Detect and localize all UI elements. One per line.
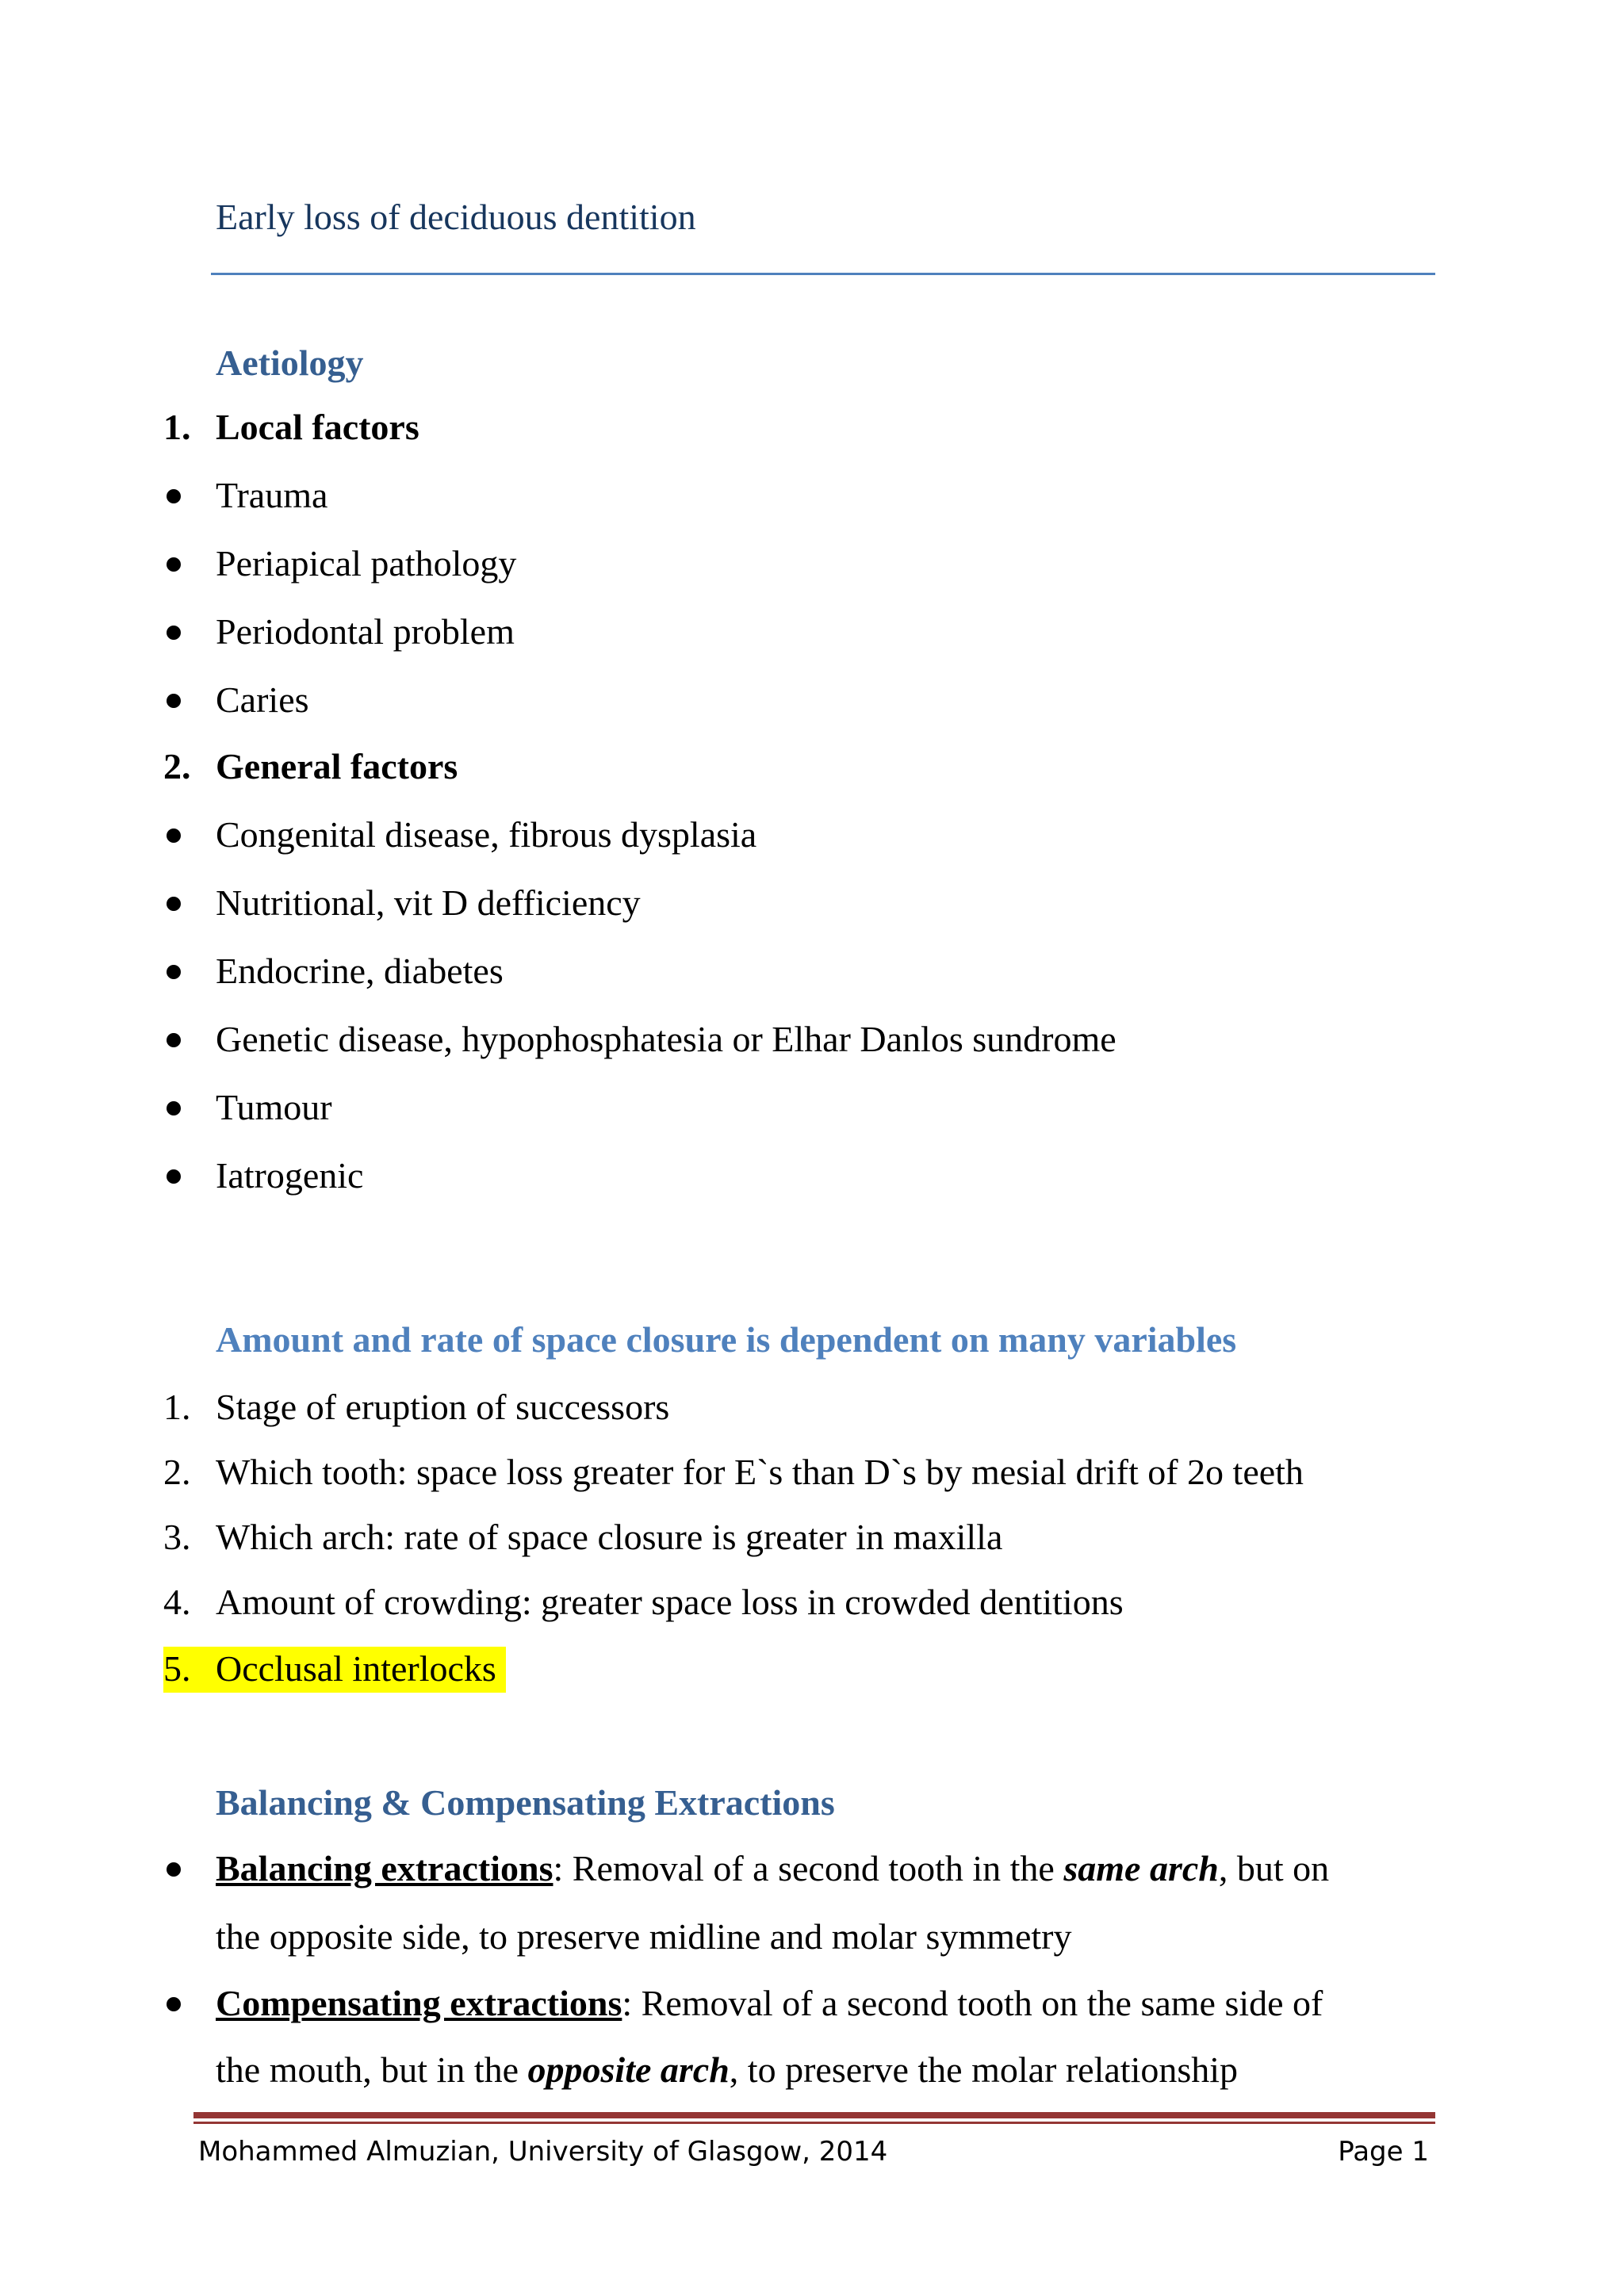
list-item-text: Congenital disease, fibrous dysplasia bbox=[216, 814, 757, 855]
bullet-icon bbox=[167, 1101, 181, 1115]
list-item-text: Iatrogenic bbox=[216, 1155, 364, 1196]
list-item-text: Tumour bbox=[216, 1087, 332, 1127]
definition-part: Removal of a second tooth on the same side of bbox=[641, 1983, 1323, 2023]
list-number: 1. bbox=[163, 407, 191, 447]
page-title: Early loss of deciduous dentition bbox=[216, 197, 696, 237]
space-closure-heading: Amount and rate of space closure is dependent on many variables bbox=[216, 1319, 1237, 1360]
local-factors-label: Local factors bbox=[216, 407, 419, 447]
list-item-text: Genetic disease, hypophosphatesia or Elhar Danlos sundrome bbox=[216, 1019, 1116, 1059]
definition-part: Removal of a second tooth in the bbox=[572, 1848, 1064, 1888]
bullet-icon bbox=[167, 1997, 181, 2011]
emphasis-same-arch: same arch bbox=[1063, 1848, 1219, 1888]
list-item-text bbox=[216, 1979, 1323, 2028]
list-item-text: Which arch: rate of space closure is greater in maxilla bbox=[216, 1517, 1003, 1557]
list-item-text bbox=[216, 2045, 1238, 2095]
list-number: 2. bbox=[163, 1452, 191, 1492]
general-factors-label: General factors bbox=[216, 746, 458, 786]
bullet-icon bbox=[167, 965, 181, 979]
list-item-text bbox=[216, 1844, 1329, 1893]
separator: : bbox=[622, 1983, 642, 2023]
bullet-icon bbox=[167, 828, 181, 843]
bullet-icon bbox=[167, 626, 181, 640]
definition-part: , but on bbox=[1218, 1848, 1330, 1888]
separator: : bbox=[553, 1848, 573, 1888]
footer-divider-thin bbox=[193, 2122, 1435, 2124]
list-item-text: Which tooth: space loss greater for E`s than D`s by mesial drift of 2o teeth bbox=[216, 1452, 1304, 1492]
list-item-text: the opposite side, to preserve midline and molar symmetry bbox=[216, 1916, 1072, 1957]
list-number: 3. bbox=[163, 1517, 191, 1557]
definition-part: the mouth, but in the bbox=[216, 2049, 528, 2090]
footer-author: Mohammed Almuzian, University of Glasgow, 2014 bbox=[198, 2136, 888, 2168]
bullet-icon bbox=[167, 557, 181, 572]
bullet-icon bbox=[167, 694, 181, 708]
title-divider bbox=[211, 273, 1435, 275]
bullet-icon bbox=[167, 489, 181, 503]
list-item-text: Occlusal interlocks bbox=[216, 1648, 496, 1689]
list-number: 5. bbox=[163, 1648, 191, 1689]
list-item-text: Endocrine, diabetes bbox=[216, 951, 504, 991]
list-number: 1. bbox=[163, 1387, 191, 1427]
aetiology-heading: Aetiology bbox=[216, 342, 364, 383]
list-number: 2. bbox=[163, 746, 191, 786]
bullet-icon bbox=[167, 1862, 181, 1877]
list-item-text: Nutritional, vit D defficiency bbox=[216, 882, 641, 923]
bullet-icon bbox=[167, 897, 181, 911]
extractions-heading: Balancing & Compensating Extractions bbox=[216, 1782, 835, 1823]
list-number: 4. bbox=[163, 1582, 191, 1622]
list-item-text: Periodontal problem bbox=[216, 611, 515, 652]
page-number: Page 1 bbox=[1338, 2136, 1429, 2168]
list-item-text: Stage of eruption of successors bbox=[216, 1387, 670, 1427]
bullet-icon bbox=[167, 1169, 181, 1184]
list-item-text: Amount of crowding: greater space loss in crowded dentitions bbox=[216, 1582, 1124, 1622]
list-item-text: Periapical pathology bbox=[216, 543, 517, 584]
footer-divider bbox=[193, 2112, 1435, 2118]
definition-part: , to preserve the molar relationship bbox=[729, 2049, 1239, 2090]
list-item-text: Caries bbox=[216, 679, 309, 720]
list-item-text: Trauma bbox=[216, 475, 328, 515]
balancing-term: Balancing extractions bbox=[216, 1848, 553, 1888]
emphasis-opposite-arch: opposite arch bbox=[527, 2049, 730, 2090]
compensating-term: Compensating extractions bbox=[216, 1983, 622, 2023]
bullet-icon bbox=[167, 1033, 181, 1047]
